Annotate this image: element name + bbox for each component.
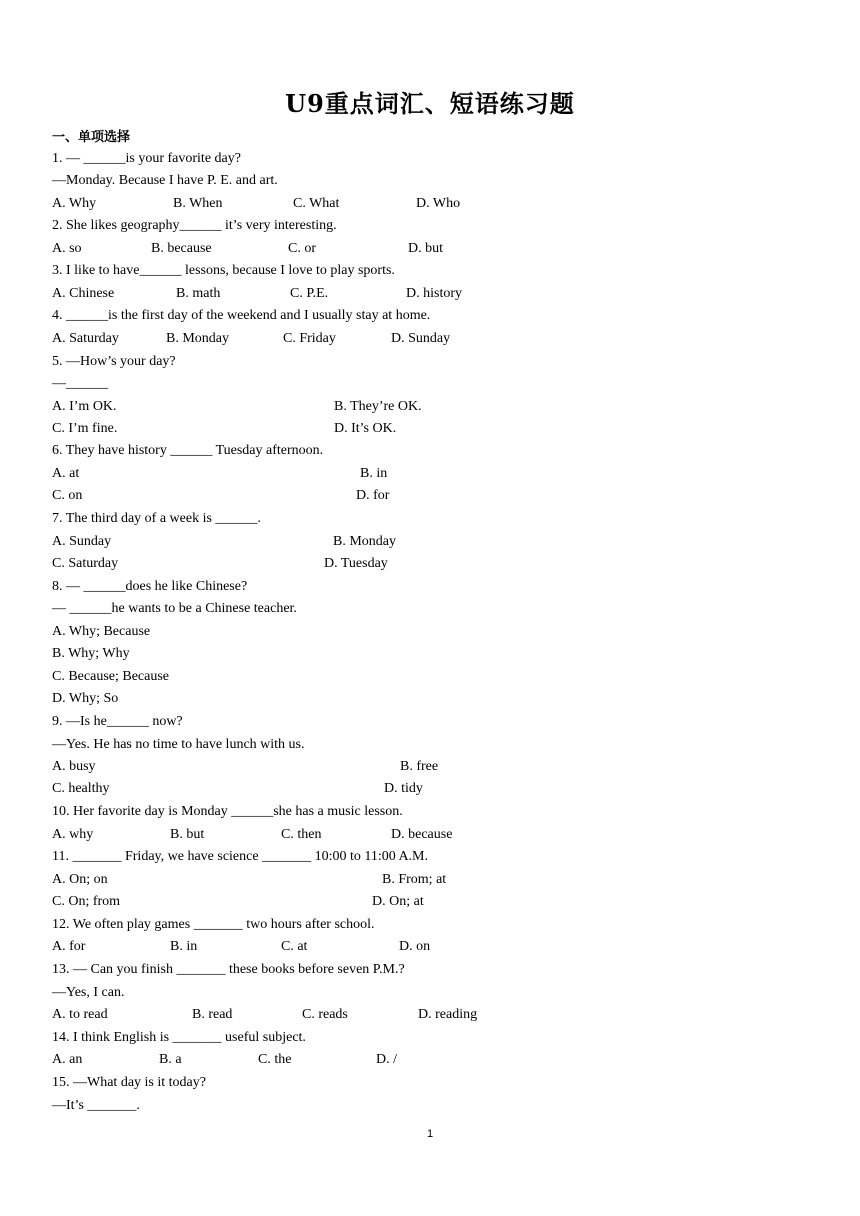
option: C. P.E. [290,286,329,301]
option: D. history [406,286,462,301]
question-4: 4. ______is the first day of the weekend and I usually stay at home. [52,308,431,323]
answer-13: —Yes, I can. [52,985,125,1000]
question-10: 10. Her favorite day is Monday ______she has a music lesson. [52,804,403,819]
option: B. When [173,196,223,211]
option: B. They’re OK. [334,399,422,414]
question-1: 1. — ______is your favorite day? [52,151,241,166]
option: C. Friday [283,331,336,346]
option: A. busy [52,759,96,774]
option: B. because [151,241,212,256]
option: C. healthy [52,781,110,796]
question-9: 9. —Is he______ now? [52,714,183,729]
option: B. in [360,466,388,481]
option: D. Why; So [52,691,119,706]
option: A. Chinese [52,286,115,301]
question-14: 14. I think English is _______ useful subject. [52,1030,306,1045]
option: D. for [356,488,390,503]
answer-8: — ______he wants to be a Chinese teacher. [52,601,297,616]
question-8: 8. — ______does he like Chinese? [52,579,248,594]
option: D. Tuesday [324,556,388,571]
answer-9: —Yes. He has no time to have lunch with us. [52,737,305,752]
option: A. Saturday [52,331,119,346]
option: A. for [52,939,86,954]
option: B. free [400,759,439,774]
question-11: 11. _______ Friday, we have science _______ 10:00 to 11:00 A.M. [52,849,429,864]
option: A. Why; Because [52,624,151,639]
option: A. I’m OK. [52,399,117,414]
answer-1: —Monday. Because I have P. E. and art. [52,173,278,188]
question-5: 5. —How’s your day? [52,354,176,369]
question-15: 15. —What day is it today? [52,1075,206,1090]
option: C. Saturday [52,556,119,571]
question-6: 6. They have history ______ Tuesday afternoon. [52,443,324,458]
document-title: U9重点词汇、短语练习题 [285,89,575,118]
option: D. reading [418,1007,478,1022]
option: D. Sunday [391,331,451,346]
option: D. tidy [384,781,423,796]
option: A. why [52,827,94,842]
option: B. in [170,939,198,954]
question-2: 2. She likes geography______ it’s very interesting. [52,218,337,233]
answer-5: —______ [52,376,108,391]
option: D. It’s OK. [334,421,397,436]
option: C. then [281,827,322,842]
option: D. but [408,241,443,256]
option: B. but [170,827,205,842]
option: C. Because; Because [52,669,170,684]
option: C. on [52,488,83,503]
option: C. I’m fine. [52,421,118,436]
question-7: 7. The third day of a week is ______. [52,511,261,526]
option: A. Why [52,196,97,211]
option: B. math [176,286,221,301]
option: A. Sunday [52,534,112,549]
option: A. On; on [52,872,108,887]
answer-15: —It’s _______. [52,1098,140,1113]
option: B. Monday [333,534,396,549]
option: B. Monday [166,331,229,346]
question-13: 13. — Can you finish _______ these books before seven P.M.? [52,962,405,977]
option: C. What [293,196,340,211]
option: B. a [159,1052,182,1067]
question-12: 12. We often play games _______ two hours after school. [52,917,375,932]
option: B. Why; Why [52,646,130,661]
option: B. From; at [382,872,447,887]
option: C. the [258,1052,292,1067]
option: A. so [52,241,82,256]
option: D. Who [416,196,461,211]
option: A. to read [52,1007,108,1022]
section-heading: 一、单项选择 [52,130,131,145]
option: A. at [52,466,80,481]
option: D. / [376,1052,397,1067]
option: C. or [288,241,316,256]
option: C. reads [302,1007,348,1022]
option: D. on [399,939,431,954]
option: C. On; from [52,894,121,909]
option: D. On; at [372,894,424,909]
option: B. read [192,1007,233,1022]
option: D. because [391,827,453,842]
option: C. at [281,939,308,954]
option: A. an [52,1052,83,1067]
question-3: 3. I like to have______ lessons, because I love to play sports. [52,263,395,278]
page-number: 1 [426,1128,434,1140]
